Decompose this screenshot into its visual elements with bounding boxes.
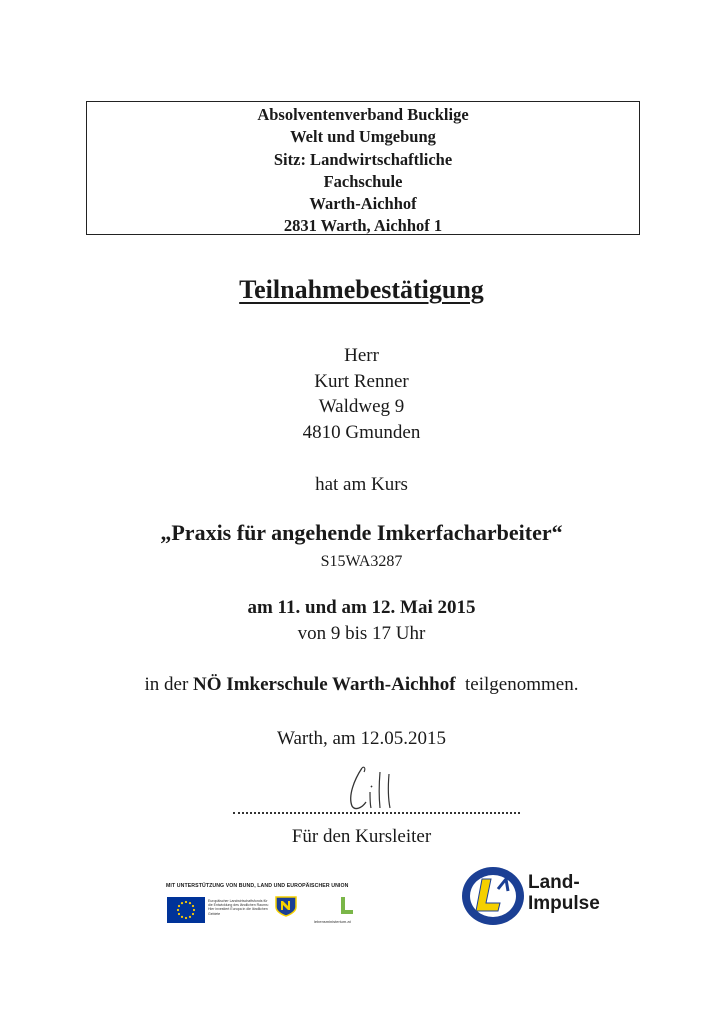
header-line-3: Sitz: Landwirtschaftliche (273, 149, 453, 169)
course-dates: am 11. und am 12. Mai 2015 (247, 597, 476, 618)
course-code: S15WA3287 (320, 553, 403, 570)
location-prefix: in der (144, 674, 189, 695)
recipient-city: 4810 Gmunden (302, 421, 421, 443)
signature-label: Für den Kursleiter (291, 826, 432, 847)
le-green-l-icon (336, 895, 356, 917)
le-url-text: lebensministerium.at (314, 919, 351, 924)
recipient-name: Kurt Renner (314, 370, 409, 392)
noe-coat-of-arms-icon (274, 895, 298, 917)
brand-line-1: Land- (528, 872, 580, 893)
eu-flag-icon (167, 897, 205, 923)
header-line-5: Warth-Aichhof (309, 194, 417, 214)
document-title: Teilnahmebestätigung (239, 275, 484, 304)
funding-logos (166, 883, 376, 931)
eu-fund-text: Europäischer Landwirtschaftsfonds für die Entwicklung des ländlichen Raums: Hier investiert Europa in die ländlichen Gebiete (208, 899, 269, 916)
course-location (0, 674, 723, 696)
association-header-box (86, 101, 640, 235)
location-school: NÖ Imkerschule Warth-Aichhof (193, 674, 456, 695)
header-line-1: Absolventenverband Bucklige (257, 105, 469, 124)
eu-support-text: MIT UNTERSTÜTZUNG VON BUND, LAND UND EUROPÄISCHER UNION (166, 883, 349, 889)
recipient-address (0, 343, 723, 445)
course-time: von 9 bis 17 Uhr (297, 623, 426, 644)
location-suffix: teilgenommen. (465, 674, 579, 695)
recipient-salutation: Herr (344, 345, 379, 366)
land-impulse-wordmark (528, 872, 600, 914)
signature-dotted-line (233, 812, 520, 814)
intro-text: hat am Kurs (315, 474, 408, 495)
brand-line-2: Impulse (528, 893, 600, 914)
course-name: „Praxis für angehende Imkerfacharbeiter“ (160, 520, 563, 545)
place-and-date: Warth, am 12.05.2015 (277, 728, 446, 749)
header-line-6: 2831 Warth, Aichhof 1 (283, 216, 443, 236)
recipient-street: Waldweg 9 (318, 396, 405, 417)
header-line-2: Welt und Umgebung (290, 127, 436, 147)
land-impulse-logo-icon (460, 865, 526, 927)
header-line-4: Fachschule (323, 171, 403, 191)
handwritten-signature (340, 762, 410, 814)
